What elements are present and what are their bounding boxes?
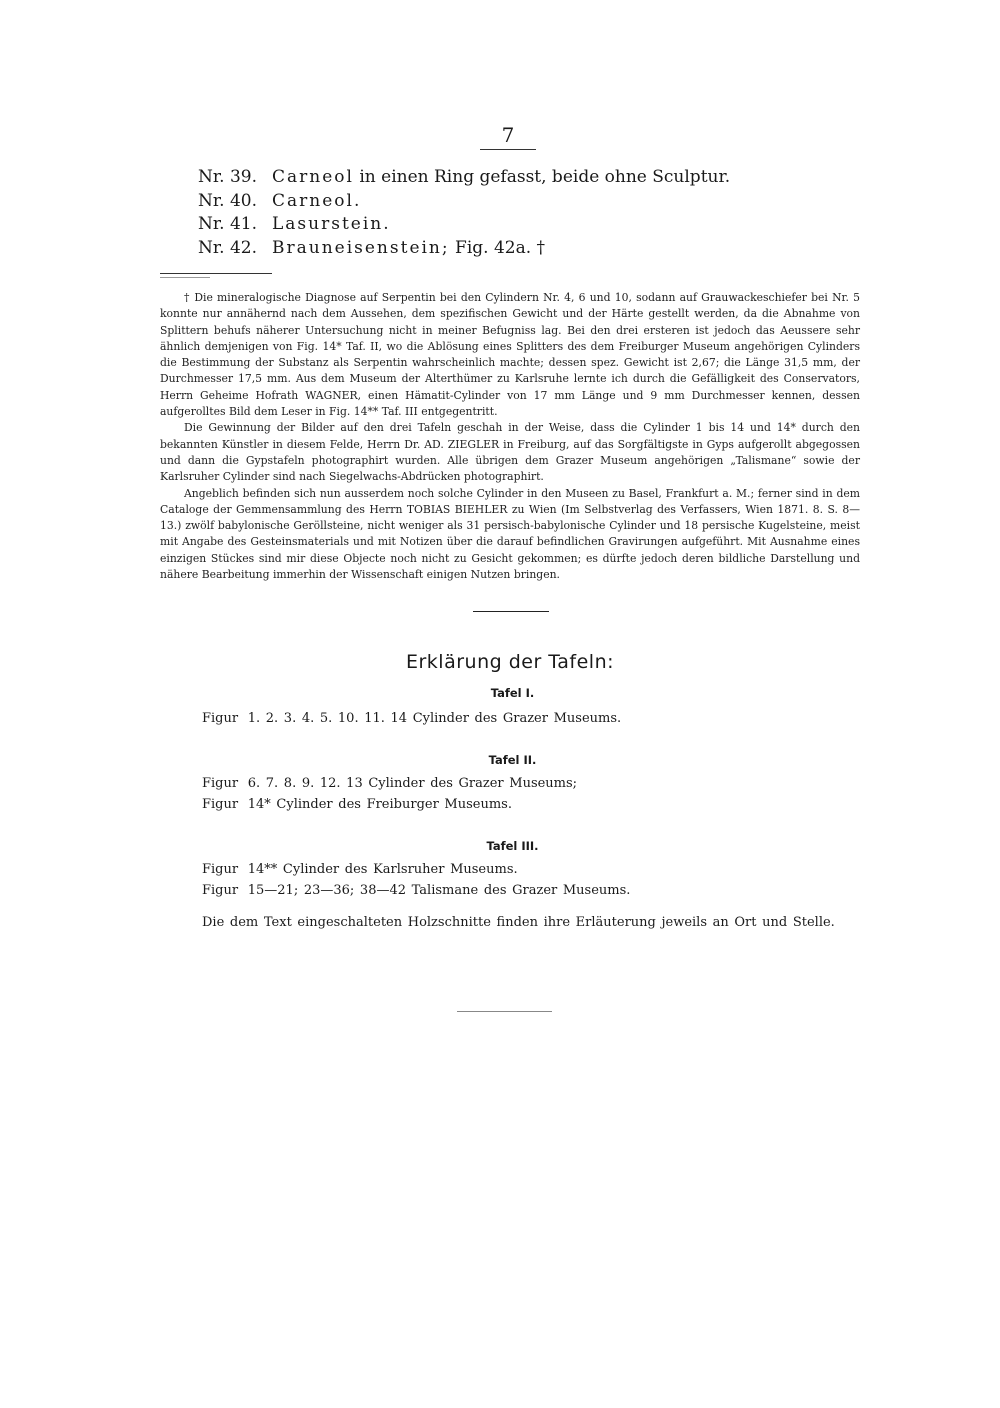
figure-line (202, 710, 822, 728)
figure-line (202, 796, 822, 814)
entry-title: Lasurstein. (272, 214, 391, 234)
bottom-rule (457, 1011, 552, 1012)
page-number: 7 (501, 123, 515, 147)
section-title: Erklärung der Tafeln: (405, 651, 615, 673)
figure-label: Figur (202, 776, 239, 791)
figure-label: Figur (202, 797, 239, 812)
footnotes (160, 290, 860, 583)
figure-line (202, 882, 822, 900)
entry-title: Carneol (272, 167, 354, 187)
tafel-heading-1: Tafel I. (490, 686, 535, 700)
entry-42 (198, 237, 818, 261)
footnote-paragraph: Die Gewinnung der Bilder auf den drei Tafeln geschah in der Weise, dass die Cylinder 1 bis 14 und 14* durch den bekannten Künstler in diesem Felde, Herrn Dr. AD. ZIEGLER in Freiburg, auf das Sorgfältigste in Gyps aufgerollt abgegossen und dann die Gypstafeln photographirt wurden. Alle übrigen dem Grazer Museum angehörigen „Talismane“ sowie der Karlsruher Cylinder sind nach Siegelwachs-Abdrücken photographirt. (160, 421, 860, 484)
figure-label: Figur (202, 862, 239, 877)
entry-number: Nr. 41. (198, 214, 257, 234)
page-number-rule (480, 149, 536, 150)
entry-number: Nr. 42. (198, 237, 257, 258)
footnote-paragraph: Angeblich befinden sich nun ausserdem noch solche Cylinder in den Museen zu Basel, Frankfurt a. M.; ferner sind in dem Cataloge der Gemmensammlung des Herrn TOBIAS BIEHLER zu Wien (Im Selbstverlag des Verfassers, Wien 1871. 8. S. 8—13.) zwölf babylonische Geröllsteine, nicht weniger als 31 persisch-babylonische Cylinder und 18 persische Kugelsteine, meist mit Angabe des Gesteinsmaterials und mit Notizen über die darauf befindlichen Gravirungen aufgeführt. Mit Ausnahme eines einzigen Stückes sind mir diese Objecte noch nicht zu Gesicht gekommen; es dürfte jedoch deren bildliche Darstellung und nähere Bearbeitung immerhin der Wissenschaft einigen Nutzen bringen. (160, 486, 860, 582)
entry-title: Brauneisenstein; (272, 237, 450, 258)
closing-note: Die dem Text eingeschalteten Holzschnitte finden ihre Erläuterung jeweils an Ort und Stelle. (202, 915, 835, 930)
entry-title: Carneol. (272, 190, 362, 211)
tafel-heading-2: Tafel II. (488, 753, 537, 767)
figure-line (202, 861, 822, 879)
figure-text: 14* Cylinder des Freiburger Museums. (247, 797, 512, 812)
footnote-rule-secondary (160, 277, 210, 278)
figure-text: 1. 2. 3. 4. 5. 10. 11. 14 Cylinder des Grazer Museums. (247, 711, 622, 726)
entry-39 (198, 166, 818, 190)
footnote-paragraph: † Die mineralogische Diagnose auf Serpentin bei den Cylindern Nr. 4, 6 und 10, sodann auf Grauwackeschiefer bei Nr. 5 konnte nur annähernd nach dem Aussehen, dem spezifischen Gewicht und der Härte gestellt werden, da die Abnahme von Splittern behufs näherer Untersuchung nicht in meiner Befugniss lag. Bei den drei ersteren ist jedoch das Aeussere sehr ähnlich demjenigen von Fig. 14* Taf. II, wo die Ablösung eines Splitters des dem Freiburger Museum angehörigen Cylinders die Bestimmung der Substanz als Serpentin wahrscheinlich machte; dessen spez. Gewicht ist 2,67; die Länge 31,5 mm, der Durchmesser 17,5 mm. Aus dem Museum der Alterthümer zu Karlsruhe lernte ich durch die Gefälligkeit des Conservators, Herrn Geheime Hofrath WAGNER, einen Hämatit-Cylinder von 17 mm Länge und 9 mm Durchmesser kennen, dessen aufgerolltes Bild dem Leser in Fig. 14** Taf. III entgegentritt. (160, 291, 860, 419)
entry-text: in einen Ring gefasst, beide ohne Sculptur. (353, 167, 731, 187)
entry-40 (198, 190, 818, 214)
figure-text: 15—21; 23—36; 38—42 Talismane des Grazer Museums. (247, 883, 631, 898)
figure-label: Figur (202, 883, 239, 898)
section-divider (473, 611, 549, 612)
figure-text: 14** Cylinder des Karlsruher Museums. (247, 862, 518, 877)
figure-text: 6. 7. 8. 9. 12. 13 Cylinder des Grazer Museums; (247, 776, 578, 791)
figure-label: Figur (202, 711, 239, 726)
figure-line (202, 775, 822, 793)
entry-number: Nr. 40. (198, 190, 257, 211)
entry-list (198, 166, 818, 260)
entry-41 (198, 213, 818, 237)
entry-text: Fig. 42a. † (449, 237, 546, 258)
footnote-rule (160, 273, 272, 274)
entry-number: Nr. 39. (198, 167, 257, 187)
tafel-heading-3: Tafel III. (486, 839, 539, 853)
